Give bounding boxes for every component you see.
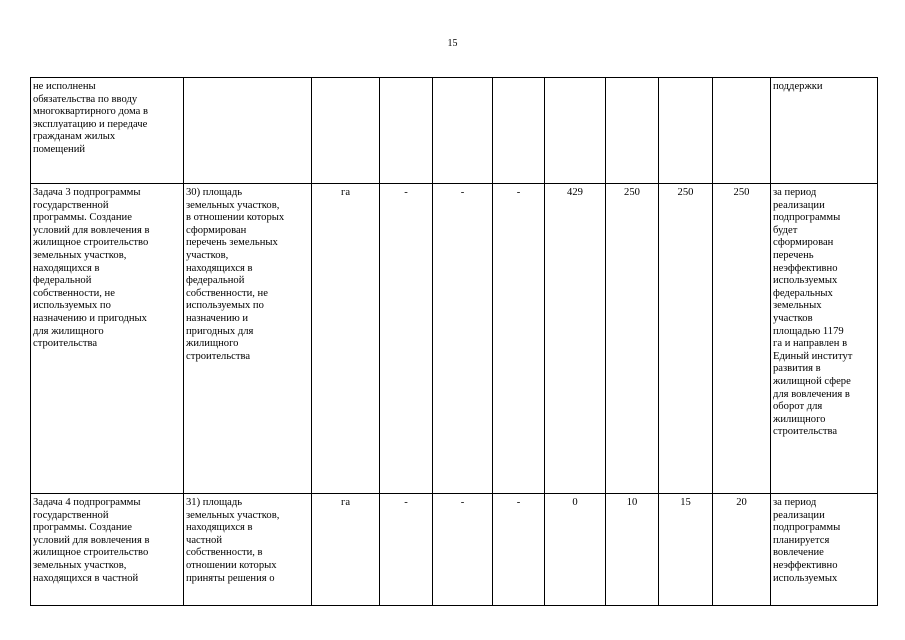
note-cell: за период реализации подпрограммы будет сформирован перечень неэффективно используемых федеральных земельных участков площадью 1179 га и направлен в Единый институт развития в жилищной сфере для вовлечения в оборот для жилищного строительства (771, 184, 878, 494)
indicators-table (30, 77, 878, 606)
value-cell: - (493, 494, 545, 606)
value-cell (545, 78, 606, 184)
value-cell (493, 78, 545, 184)
value-cell (606, 78, 659, 184)
table-row (31, 494, 878, 606)
value-cell: 10 (606, 494, 659, 606)
value-cell: - (380, 184, 433, 494)
indicator-cell: 30) площадь земельных участков, в отношении которых сформирован перечень земельных участков, находящихся в федеральной собственности, не используемых по назначению и пригодных для жилищного строительства (184, 184, 312, 494)
unit-cell: га (312, 184, 380, 494)
value-cell: 250 (659, 184, 713, 494)
value-cell (433, 78, 493, 184)
task-cell: Задача 4 подпрограммы государственной программы. Создание условий для вовлечения в жилищное строительство земельных участков, находящихся в частной (31, 494, 184, 606)
value-cell: - (493, 184, 545, 494)
value-cell: 250 (713, 184, 771, 494)
value-cell: 250 (606, 184, 659, 494)
value-cell: 20 (713, 494, 771, 606)
task-cell: не исполнены обязательства по вводу многоквартирного дома в эксплуатацию и передаче гражданам жилых помещений (31, 78, 184, 184)
value-cell: - (380, 494, 433, 606)
value-cell: 15 (659, 494, 713, 606)
value-cell (659, 78, 713, 184)
value-cell: 0 (545, 494, 606, 606)
value-cell: - (433, 184, 493, 494)
note-cell: за период реализации подпрограммы планируется вовлечение неэффективно используемых (771, 494, 878, 606)
value-cell (380, 78, 433, 184)
indicator-cell (184, 78, 312, 184)
value-cell: - (433, 494, 493, 606)
value-cell: 429 (545, 184, 606, 494)
value-cell (713, 78, 771, 184)
page-number: 15 (447, 38, 458, 49)
unit-cell: га (312, 494, 380, 606)
note-cell: поддержки (771, 78, 878, 184)
unit-cell (312, 78, 380, 184)
table-row (31, 78, 878, 184)
table-row (31, 184, 878, 494)
indicator-cell: 31) площадь земельных участков, находящихся в частной собственности, в отношении которых приняты решения о (184, 494, 312, 606)
task-cell: Задача 3 подпрограммы государственной программы. Создание условий для вовлечения в жилищное строительство земельных участков, находящихся в федеральной собственности, не используемых по назначению и пригодных для жилищного строительства (31, 184, 184, 494)
